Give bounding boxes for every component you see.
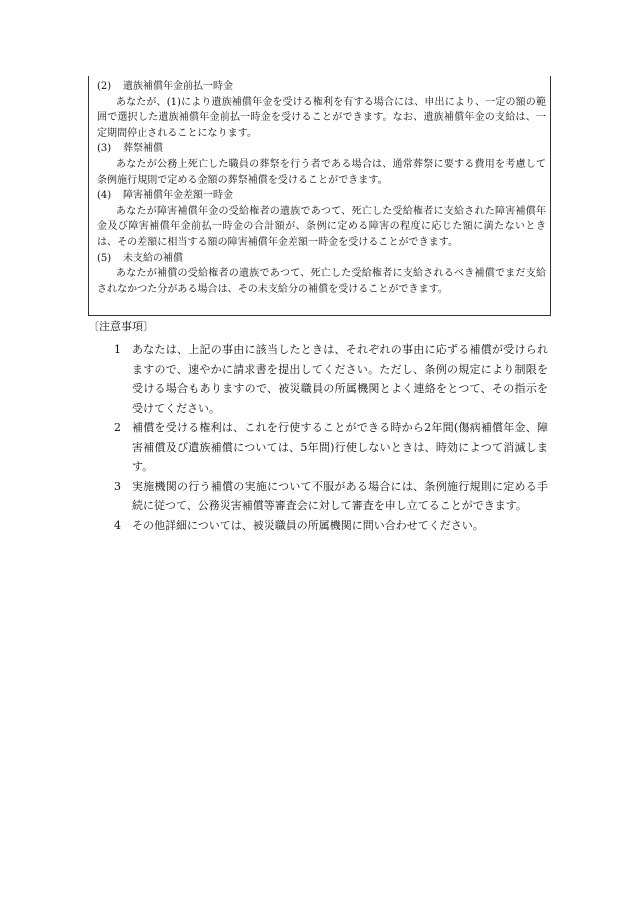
note-item-3 xyxy=(112,477,548,516)
note-1-number: 1 xyxy=(114,343,121,356)
section-3 xyxy=(97,141,546,188)
notes-heading: 〔注意事項〕 xyxy=(88,320,154,333)
note-2-number: 2 xyxy=(114,421,121,434)
section-4-body: あなたが障害補償年金の受給権者の遺族であつて、死亡した受給権者に支給された障害補償年金及び障害補償年金前払一時金の合計額が、条例に定める障害の程度に応じた額に満たないときは、その差額に相当する額の障害補償年金差額一時金を受けることができます。 xyxy=(97,205,546,248)
note-3-number: 3 xyxy=(114,479,121,493)
section-2-title: 遺族補償年金前払一時金 xyxy=(123,81,233,92)
section-3-body: あなたが公務上死亡した職員の葬祭を行う者である場合は、通常葬祭に要する費用を考慮して条例施行規則で定める金額の葬祭補償を受けることができます。 xyxy=(97,158,546,186)
section-5-body: あなたが補償の受給権者の遺族であつて、死亡した受給権者に支給されるべき補償でまだ支給されなかつた分がある場合は、その未支給分の補償を受けることができます。 xyxy=(97,268,546,295)
section-3-heading xyxy=(97,141,546,157)
section-5-title: 未支給の補償 xyxy=(123,252,183,264)
section-2 xyxy=(97,79,546,141)
note-item-2 xyxy=(112,418,548,477)
note-item-4 xyxy=(112,516,548,536)
section-5 xyxy=(97,251,546,298)
section-3-title: 葬祭補償 xyxy=(123,143,163,155)
note-2-text: 補償を受ける権利は、これを行使することができる時から2年間(傷病補償年金、障害補償及び遺族補償については、5年間)行使しないときは、時効によつて消滅します。 xyxy=(132,421,548,473)
section-5-heading xyxy=(97,251,546,267)
section-4-heading xyxy=(97,188,546,204)
section-5-number: (5) xyxy=(97,252,112,264)
benefits-box xyxy=(88,76,551,316)
note-4-number: 4 xyxy=(114,518,121,532)
note-item-1 xyxy=(112,340,548,418)
notes-list xyxy=(112,340,548,535)
note-1-text: あなたは、上記の事由に該当したときは、それぞれの事由に応ずる補償が受けられますので、速やかに請求書を提出してください。ただし、条例の規定により制限を受ける場合もありますので、被災職員の所属機関とよく連絡をとつて、その指示を受けてください。 xyxy=(132,343,548,415)
note-3-text: 実施機関の行う補償の実施について不服がある場合には、条例施行規則に定める手続に従つて、公務災害補償等審査会に対して審査を申し立てることができます。 xyxy=(132,479,548,512)
section-4-number: (4) xyxy=(97,190,112,202)
note-4-text: その他詳細については、被災職員の所属機関に問い合わせてください。 xyxy=(132,518,484,532)
section-2-number: (2) xyxy=(97,81,112,92)
section-3-number: (3) xyxy=(97,143,112,155)
section-2-heading xyxy=(97,79,546,95)
section-2-body: あなたが、(1)により遺族補償年金を受ける権利を有する場合には、申出により、一定の額の範囲で選択した遺族補償年金前払一時金を受けることができます。なお、遺族補償年金の支給は、一定期間停止されることになります。 xyxy=(97,96,546,139)
section-4 xyxy=(97,188,546,250)
section-4-title: 障害補償年金差額一時金 xyxy=(123,190,233,202)
